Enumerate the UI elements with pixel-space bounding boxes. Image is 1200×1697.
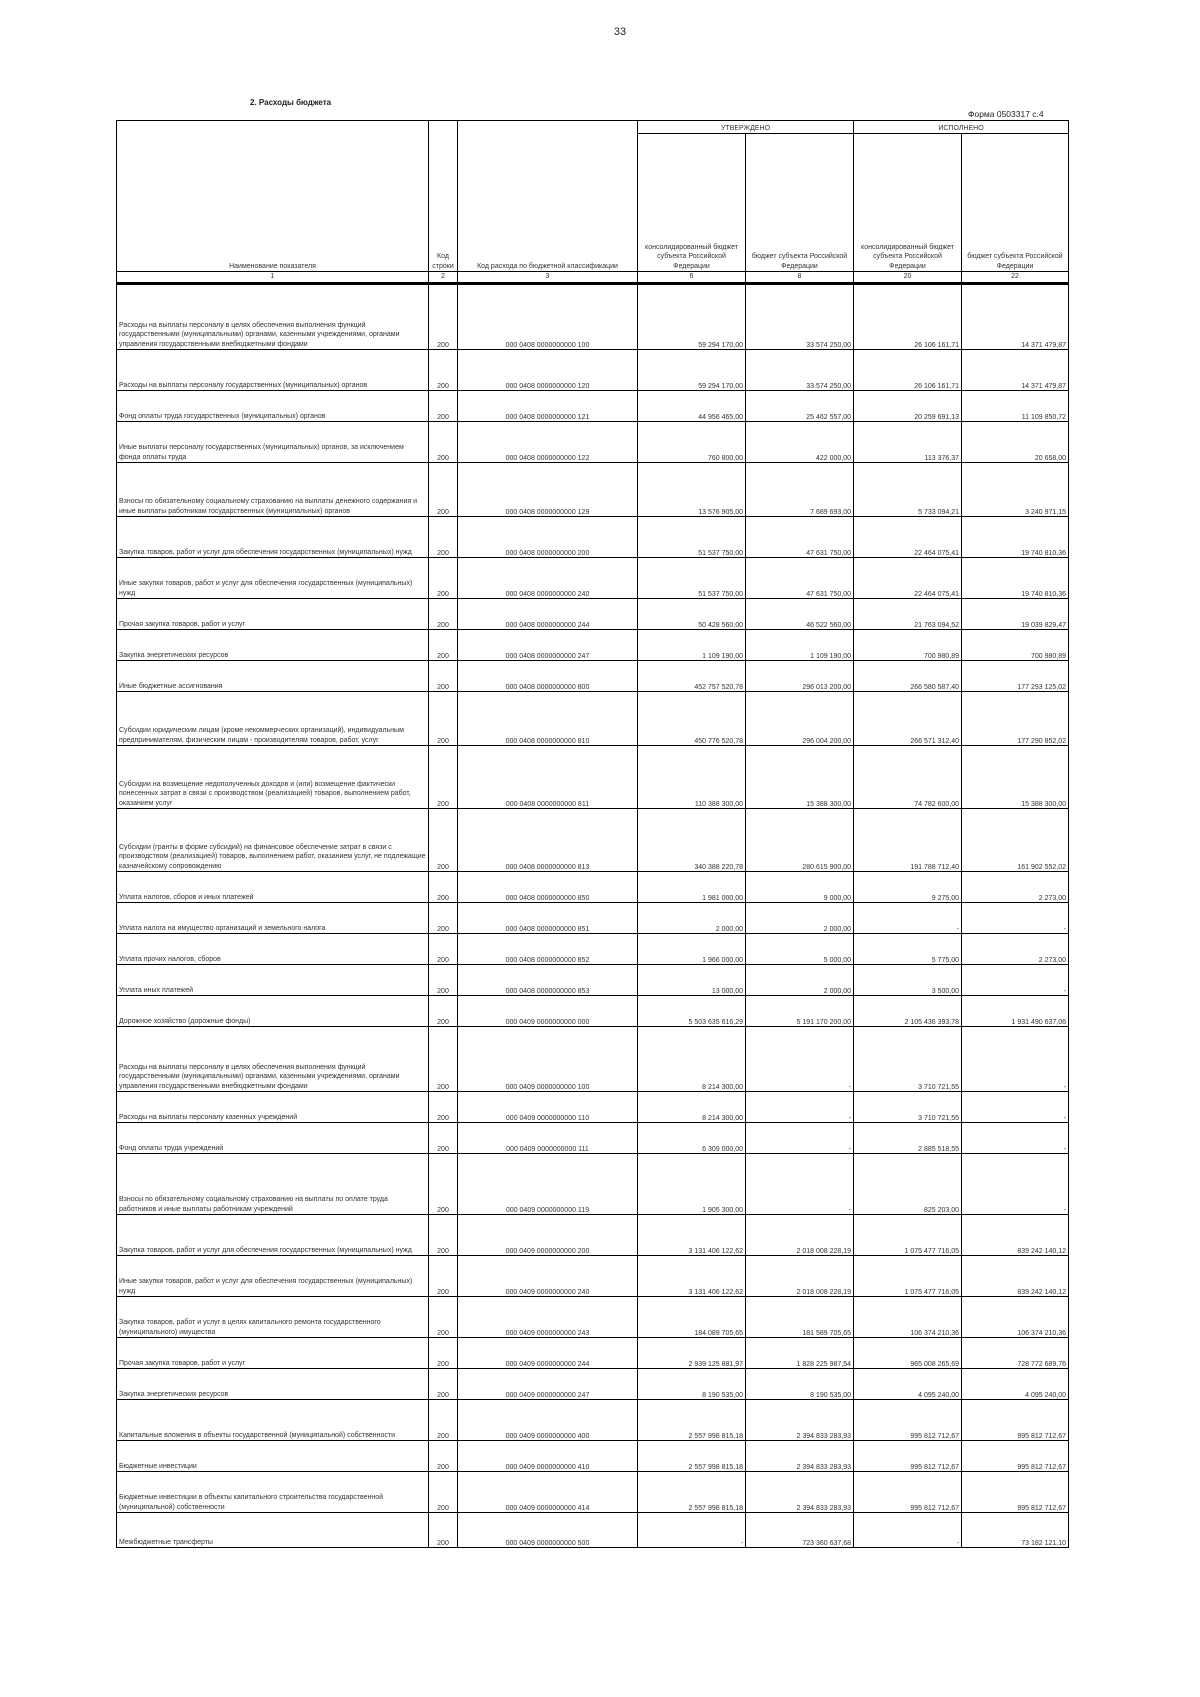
row-name: Иные закупки товаров, работ и услуг для обеспечения государственных (муниципальных) нужд <box>117 558 429 599</box>
row-kbk: 000 0408 0000000000 120 <box>458 350 638 391</box>
row-subject-approved: 9 000,00 <box>746 872 854 903</box>
row-subject-executed: 177 293 125,02 <box>962 661 1069 692</box>
table-row <box>117 934 1069 965</box>
row-code: 200 <box>429 1092 458 1123</box>
row-subject-approved: 296 013 200,00 <box>746 661 854 692</box>
row-subject-approved: 25 462 557,00 <box>746 391 854 422</box>
row-kbk: 000 0409 0000000000 410 <box>458 1441 638 1472</box>
row-subject-executed: 106 374 210,36 <box>962 1297 1069 1338</box>
row-code: 200 <box>429 965 458 996</box>
row-subject-approved: 33 574 250,00 <box>746 284 854 350</box>
row-consolidated-approved: 5 503 635 616,29 <box>638 996 746 1027</box>
row-consolidated-executed: 965 008 265,69 <box>854 1338 962 1369</box>
row-subject-approved: 2 394 833 283,93 <box>746 1472 854 1513</box>
row-code: 200 <box>429 1338 458 1369</box>
row-kbk: 000 0408 0000000000 129 <box>458 463 638 517</box>
row-consolidated-approved: 51 537 750,00 <box>638 517 746 558</box>
expenses-table <box>116 120 1069 1548</box>
table-row <box>117 996 1069 1027</box>
row-kbk: 000 0408 0000000000 851 <box>458 903 638 934</box>
row-kbk: 000 0409 0000000000 111 <box>458 1123 638 1154</box>
row-subject-approved: 15 388 300,00 <box>746 746 854 809</box>
row-kbk: 000 0409 0000000000 100 <box>458 1027 638 1092</box>
row-consolidated-approved: 110 388 300,00 <box>638 746 746 809</box>
row-consolidated-executed: 995 812 712,67 <box>854 1441 962 1472</box>
row-consolidated-executed: 3 500,00 <box>854 965 962 996</box>
row-kbk: 000 0409 0000000000 243 <box>458 1297 638 1338</box>
row-consolidated-executed: 1 075 477 716,05 <box>854 1215 962 1256</box>
row-code: 200 <box>429 463 458 517</box>
header-consolidated-executed: консолидированный бюджет субъекта Российской Федерации <box>854 134 962 272</box>
row-consolidated-approved: 2 557 998 815,18 <box>638 1472 746 1513</box>
row-kbk: 000 0408 0000000000 852 <box>458 934 638 965</box>
row-code: 200 <box>429 809 458 872</box>
row-name: Бюджетные инвестиции в объекты капитального строительства государственной (муниципальной) собственности <box>117 1472 429 1513</box>
table-row <box>117 965 1069 996</box>
row-consolidated-executed: 700 980,89 <box>854 630 962 661</box>
row-subject-approved: 723 360 637,68 <box>746 1513 854 1548</box>
header-number: 20 <box>854 272 962 284</box>
row-consolidated-executed: 22 464 075,41 <box>854 517 962 558</box>
row-subject-executed: - <box>962 1123 1069 1154</box>
row-consolidated-executed: 106 374 210,36 <box>854 1297 962 1338</box>
row-code: 200 <box>429 1256 458 1297</box>
row-consolidated-approved: 59 294 170,00 <box>638 350 746 391</box>
row-kbk: 000 0408 0000000000 810 <box>458 692 638 746</box>
row-subject-executed: - <box>962 1027 1069 1092</box>
table-row <box>117 1513 1069 1548</box>
row-subject-approved: 5 000,00 <box>746 934 854 965</box>
row-consolidated-executed: 2 105 436 393,78 <box>854 996 962 1027</box>
row-subject-approved: 296 004 200,00 <box>746 692 854 746</box>
row-kbk: 000 0408 0000000000 247 <box>458 630 638 661</box>
row-subject-approved: 181 589 705,65 <box>746 1297 854 1338</box>
row-consolidated-executed: 21 763 094,52 <box>854 599 962 630</box>
row-consolidated-executed: 266 571 312,40 <box>854 692 962 746</box>
row-kbk: 000 0409 0000000000 110 <box>458 1092 638 1123</box>
row-name: Закупка товаров, работ и услуг в целях капитального ремонта государственного (муниципального) имущества <box>117 1297 429 1338</box>
row-name: Прочая закупка товаров, работ и услуг <box>117 1338 429 1369</box>
row-name: Бюджетные инвестиции <box>117 1441 429 1472</box>
row-subject-approved: 422 000,00 <box>746 422 854 463</box>
table-row <box>117 558 1069 599</box>
header-subject-executed: бюджет субъекта Российской Федерации <box>962 134 1069 272</box>
row-code: 200 <box>429 350 458 391</box>
row-consolidated-approved: 452 757 520,78 <box>638 661 746 692</box>
row-consolidated-executed: 1 075 477 716,05 <box>854 1256 962 1297</box>
row-code: 200 <box>429 391 458 422</box>
row-consolidated-approved: 8 214 300,00 <box>638 1027 746 1092</box>
table-row <box>117 1369 1069 1400</box>
row-consolidated-executed: 26 106 161,71 <box>854 284 962 350</box>
header-number: 8 <box>746 272 854 284</box>
row-subject-approved: 7 689 693,00 <box>746 463 854 517</box>
row-consolidated-executed: 191 788 712,40 <box>854 809 962 872</box>
row-subject-approved: 8 190 535,00 <box>746 1369 854 1400</box>
row-kbk: 000 0408 0000000000 850 <box>458 872 638 903</box>
row-subject-approved: - <box>746 1123 854 1154</box>
row-name: Расходы на выплаты персоналу в целях обеспечения выполнения функций государственными (муниципальными) органами, казенными учреждениями, органами управления государственными внебюджетными фондами <box>117 1027 429 1092</box>
row-name: Взносы по обязательному социальному страхованию на выплаты по оплате труда работников и иные выплаты работникам учреждений <box>117 1154 429 1215</box>
row-name: Взносы по обязательному социальному страхованию на выплаты денежного содержания и иные выплаты работникам государственных (муниципальных) органов <box>117 463 429 517</box>
row-consolidated-executed: 995 812 712,67 <box>854 1472 962 1513</box>
table-row <box>117 391 1069 422</box>
row-subject-approved: 1 109 190,00 <box>746 630 854 661</box>
row-name: Межбюджетные трансферты <box>117 1513 429 1548</box>
row-consolidated-executed: 26 106 161,71 <box>854 350 962 391</box>
table-row <box>117 1297 1069 1338</box>
row-code: 200 <box>429 1441 458 1472</box>
header-code: Код строки <box>429 121 458 272</box>
row-subject-executed: 2 273,00 <box>962 934 1069 965</box>
row-subject-executed: 15 388 300,00 <box>962 746 1069 809</box>
row-consolidated-approved: 3 131 406 122,62 <box>638 1215 746 1256</box>
row-subject-approved: - <box>746 1154 854 1215</box>
row-subject-executed: - <box>962 903 1069 934</box>
header-name: Наименование показателя <box>117 121 429 272</box>
row-subject-executed: 839 242 140,12 <box>962 1215 1069 1256</box>
row-consolidated-approved: 2 557 998 815,18 <box>638 1441 746 1472</box>
row-subject-approved: - <box>746 1092 854 1123</box>
row-consolidated-approved: 2 557 998 815,18 <box>638 1400 746 1441</box>
row-name: Субсидии на возмещение недополученных доходов и (или) возмещение фактически понесенных затрат в связи с производством (реализацией) товаров, выполнением работ, оказанием услуг <box>117 746 429 809</box>
row-kbk: 000 0408 0000000000 853 <box>458 965 638 996</box>
row-code: 200 <box>429 422 458 463</box>
row-subject-approved: 1 828 225 987,54 <box>746 1338 854 1369</box>
row-name: Капитальные вложения в объекты государственной (муниципальной) собственности <box>117 1400 429 1441</box>
header-kbk: Код расхода по бюджетной классификации <box>458 121 638 272</box>
row-code: 200 <box>429 661 458 692</box>
row-consolidated-executed: 2 885 518,55 <box>854 1123 962 1154</box>
row-consolidated-approved: 2 000,00 <box>638 903 746 934</box>
row-kbk: 000 0409 0000000000 414 <box>458 1472 638 1513</box>
header-group-row <box>117 121 1069 134</box>
row-subject-approved: 5 191 170 200,00 <box>746 996 854 1027</box>
row-subject-executed: 4 095 240,00 <box>962 1369 1069 1400</box>
row-consolidated-executed: 3 710 721,55 <box>854 1092 962 1123</box>
row-subject-executed: 19 039 829,47 <box>962 599 1069 630</box>
row-name: Фонд оплаты труда учреждений <box>117 1123 429 1154</box>
row-subject-executed: 700 980,89 <box>962 630 1069 661</box>
row-name: Иные выплаты персоналу государственных (муниципальных) органов, за исключением фонда оплаты труда <box>117 422 429 463</box>
row-code: 200 <box>429 517 458 558</box>
row-consolidated-approved: 1 109 190,00 <box>638 630 746 661</box>
row-kbk: 000 0409 0000000000 240 <box>458 1256 638 1297</box>
row-name: Иные бюджетные ассигнования <box>117 661 429 692</box>
row-name: Уплата прочих налогов, сборов <box>117 934 429 965</box>
table-row <box>117 1092 1069 1123</box>
header-number-row <box>117 272 1069 284</box>
row-name: Закупка энергетических ресурсов <box>117 630 429 661</box>
row-code: 200 <box>429 746 458 809</box>
row-subject-executed: 177 290 852,02 <box>962 692 1069 746</box>
row-subject-approved: 2 000,00 <box>746 903 854 934</box>
row-kbk: 000 0409 0000000000 400 <box>458 1400 638 1441</box>
row-name: Закупка товаров, работ и услуг для обеспечения государственных (муниципальных) нужд <box>117 517 429 558</box>
row-subject-approved: 2 018 008 228,19 <box>746 1256 854 1297</box>
row-consolidated-approved: 51 537 750,00 <box>638 558 746 599</box>
row-code: 200 <box>429 284 458 350</box>
row-consolidated-approved: 1 966 000,00 <box>638 934 746 965</box>
row-name: Расходы на выплаты персоналу казенных учреждений <box>117 1092 429 1123</box>
row-consolidated-executed: 825 203,00 <box>854 1154 962 1215</box>
row-code: 200 <box>429 1513 458 1548</box>
header-number: 22 <box>962 272 1069 284</box>
row-kbk: 000 0408 0000000000 121 <box>458 391 638 422</box>
row-subject-executed: 73 182 121,10 <box>962 1513 1069 1548</box>
row-subject-executed: 995 812 712,67 <box>962 1472 1069 1513</box>
row-kbk: 000 0409 0000000000 119 <box>458 1154 638 1215</box>
row-name: Дорожное хозяйство (дорожные фонды) <box>117 996 429 1027</box>
row-consolidated-approved: 2 939 125 881,97 <box>638 1338 746 1369</box>
row-subject-approved: 2 018 008 228,19 <box>746 1215 854 1256</box>
row-subject-executed: 161 902 552,02 <box>962 809 1069 872</box>
row-subject-executed: - <box>962 965 1069 996</box>
row-name: Иные закупки товаров, работ и услуг для обеспечения государственных (муниципальных) нужд <box>117 1256 429 1297</box>
row-consolidated-executed: 5 775,00 <box>854 934 962 965</box>
row-consolidated-approved: 1 981 000,00 <box>638 872 746 903</box>
row-consolidated-approved: 184 089 705,65 <box>638 1297 746 1338</box>
row-code: 200 <box>429 558 458 599</box>
table-row <box>117 630 1069 661</box>
page-number: 33 <box>613 26 627 38</box>
row-name: Уплата налогов, сборов и иных платежей <box>117 872 429 903</box>
row-code: 200 <box>429 1400 458 1441</box>
row-kbk: 000 0409 0000000000 244 <box>458 1338 638 1369</box>
row-subject-executed: 995 812 712,67 <box>962 1400 1069 1441</box>
row-consolidated-approved: 450 776 520,78 <box>638 692 746 746</box>
table-row <box>117 692 1069 746</box>
row-code: 200 <box>429 934 458 965</box>
row-subject-approved: 46 522 560,00 <box>746 599 854 630</box>
row-consolidated-approved: 8 214 300,00 <box>638 1092 746 1123</box>
row-name: Субсидии юридическим лицам (кроме некоммерческих организаций), индивидуальным предпринимателям, физическим лицам - производителям товаров, работ, услуг <box>117 692 429 746</box>
row-consolidated-executed: 22 464 075,41 <box>854 558 962 599</box>
row-code: 200 <box>429 903 458 934</box>
row-kbk: 000 0408 0000000000 811 <box>458 746 638 809</box>
row-consolidated-executed: 74 782 600,00 <box>854 746 962 809</box>
row-subject-approved: 2 394 833 283,93 <box>746 1400 854 1441</box>
row-code: 200 <box>429 1027 458 1092</box>
row-consolidated-executed: 266 580 587,40 <box>854 661 962 692</box>
table-row <box>117 599 1069 630</box>
table-row <box>117 517 1069 558</box>
table-row <box>117 463 1069 517</box>
table-row <box>117 903 1069 934</box>
row-consolidated-executed: 3 710 721,55 <box>854 1027 962 1092</box>
row-code: 200 <box>429 599 458 630</box>
table-row <box>117 284 1069 350</box>
row-consolidated-approved: 8 190 535,00 <box>638 1369 746 1400</box>
row-subject-executed: 11 109 850,72 <box>962 391 1069 422</box>
table-row <box>117 1215 1069 1256</box>
row-subject-executed: - <box>962 1092 1069 1123</box>
row-consolidated-approved: - <box>638 1513 746 1548</box>
table-row <box>117 1472 1069 1513</box>
row-subject-executed: 995 812 712,67 <box>962 1441 1069 1472</box>
header-group-executed: ИСПОЛНЕНО <box>854 121 1069 134</box>
row-kbk: 000 0408 0000000000 813 <box>458 809 638 872</box>
row-consolidated-approved: 13 000,00 <box>638 965 746 996</box>
row-kbk: 000 0408 0000000000 122 <box>458 422 638 463</box>
row-name: Уплата иных платежей <box>117 965 429 996</box>
row-subject-executed: 728 772 689,76 <box>962 1338 1069 1369</box>
row-code: 200 <box>429 1369 458 1400</box>
row-code: 200 <box>429 1297 458 1338</box>
row-kbk: 000 0409 0000000000 247 <box>458 1369 638 1400</box>
header-subject-approved: бюджет субъекта Российской Федерации <box>746 134 854 272</box>
row-subject-executed: 3 240 971,15 <box>962 463 1069 517</box>
table-row <box>117 746 1069 809</box>
row-kbk: 000 0409 0000000000 000 <box>458 996 638 1027</box>
header-number: 2 <box>429 272 458 284</box>
row-subject-executed: 20 658,00 <box>962 422 1069 463</box>
form-label: Форма 0503317 с.4 <box>968 109 1044 119</box>
row-kbk: 000 0408 0000000000 244 <box>458 599 638 630</box>
table-row <box>117 1441 1069 1472</box>
table-row <box>117 422 1069 463</box>
row-subject-approved: - <box>746 1027 854 1092</box>
row-consolidated-executed: 113 376,37 <box>854 422 962 463</box>
row-subject-executed: 19 740 810,36 <box>962 517 1069 558</box>
row-subject-approved: 2 000,00 <box>746 965 854 996</box>
row-subject-approved: 47 631 750,00 <box>746 558 854 599</box>
table-row <box>117 1027 1069 1092</box>
row-consolidated-approved: 6 309 000,00 <box>638 1123 746 1154</box>
table-row <box>117 1123 1069 1154</box>
header-number: 6 <box>638 272 746 284</box>
row-kbk: 000 0408 0000000000 240 <box>458 558 638 599</box>
row-name: Субсидии (гранты в форме субсидий) на финансовое обеспечение затрат в связи с производством (реализацией) товаров, выполнением работ, оказанием услуг, не подлежащие казначейскому сопровождению <box>117 809 429 872</box>
row-consolidated-approved: 13 576 905,00 <box>638 463 746 517</box>
row-subject-executed: 14 371 479,87 <box>962 284 1069 350</box>
row-consolidated-executed: - <box>854 1513 962 1548</box>
row-code: 200 <box>429 1154 458 1215</box>
row-code: 200 <box>429 692 458 746</box>
row-consolidated-approved: 59 294 170,00 <box>638 284 746 350</box>
row-kbk: 000 0409 0000000000 500 <box>458 1513 638 1548</box>
table-row <box>117 1400 1069 1441</box>
row-consolidated-executed: 20 259 691,13 <box>854 391 962 422</box>
row-consolidated-approved: 760 800,00 <box>638 422 746 463</box>
table-row <box>117 809 1069 872</box>
row-subject-executed: 2 273,00 <box>962 872 1069 903</box>
header-consolidated-approved: консолидированный бюджет субъекта Российской Федерации <box>638 134 746 272</box>
row-subject-approved: 280 615 900,00 <box>746 809 854 872</box>
row-name: Расходы на выплаты персоналу государственных (муниципальных) органов <box>117 350 429 391</box>
row-kbk: 000 0408 0000000000 800 <box>458 661 638 692</box>
row-code: 200 <box>429 1123 458 1154</box>
row-subject-executed: 19 740 810,36 <box>962 558 1069 599</box>
row-consolidated-approved: 340 388 220,78 <box>638 809 746 872</box>
header-number: 1 <box>117 272 429 284</box>
row-consolidated-executed: 5 733 094,21 <box>854 463 962 517</box>
row-subject-approved: 2 394 833 283,93 <box>746 1441 854 1472</box>
section-title: 2. Расходы бюджета <box>250 98 332 107</box>
row-consolidated-approved: 50 428 560,00 <box>638 599 746 630</box>
header-number: 3 <box>458 272 638 284</box>
row-consolidated-approved: 3 131 406 122,62 <box>638 1256 746 1297</box>
table-row <box>117 661 1069 692</box>
table-row <box>117 350 1069 391</box>
row-consolidated-executed: 9 275,00 <box>854 872 962 903</box>
row-consolidated-executed: - <box>854 903 962 934</box>
row-consolidated-executed: 4 095 240,00 <box>854 1369 962 1400</box>
row-name: Расходы на выплаты персоналу в целях обеспечения выполнения функций государственными (муниципальными) органами, казенными учреждениями, органами управления государственными внебюджетными фондами <box>117 284 429 350</box>
table-row <box>117 872 1069 903</box>
header-group-approved: УТВЕРЖДЕНО <box>638 121 854 134</box>
row-name: Уплата налога на имущество организаций и земельного налога <box>117 903 429 934</box>
row-subject-approved: 47 631 750,00 <box>746 517 854 558</box>
row-name: Прочая закупка товаров, работ и услуг <box>117 599 429 630</box>
row-subject-executed: 14 371 479,87 <box>962 350 1069 391</box>
row-kbk: 000 0408 0000000000 200 <box>458 517 638 558</box>
row-subject-executed: 839 242 140,12 <box>962 1256 1069 1297</box>
row-name: Закупка энергетических ресурсов <box>117 1369 429 1400</box>
row-name: Закупка товаров, работ и услуг для обеспечения государственных (муниципальных) нужд <box>117 1215 429 1256</box>
row-code: 200 <box>429 996 458 1027</box>
row-code: 200 <box>429 630 458 661</box>
row-subject-approved: 33 574 250,00 <box>746 350 854 391</box>
table-row <box>117 1154 1069 1215</box>
row-name: Фонд оплаты труда государственных (муниципальных) органов <box>117 391 429 422</box>
row-consolidated-approved: 44 956 465,00 <box>638 391 746 422</box>
row-code: 200 <box>429 872 458 903</box>
table-row <box>117 1338 1069 1369</box>
row-kbk: 000 0409 0000000000 200 <box>458 1215 638 1256</box>
row-subject-executed: 1 931 490 637,06 <box>962 996 1069 1027</box>
row-code: 200 <box>429 1215 458 1256</box>
row-code: 200 <box>429 1472 458 1513</box>
row-subject-executed: - <box>962 1154 1069 1215</box>
table-row <box>117 1256 1069 1297</box>
row-consolidated-approved: 1 905 300,00 <box>638 1154 746 1215</box>
row-kbk: 000 0408 0000000000 100 <box>458 284 638 350</box>
row-consolidated-executed: 995 812 712,67 <box>854 1400 962 1441</box>
